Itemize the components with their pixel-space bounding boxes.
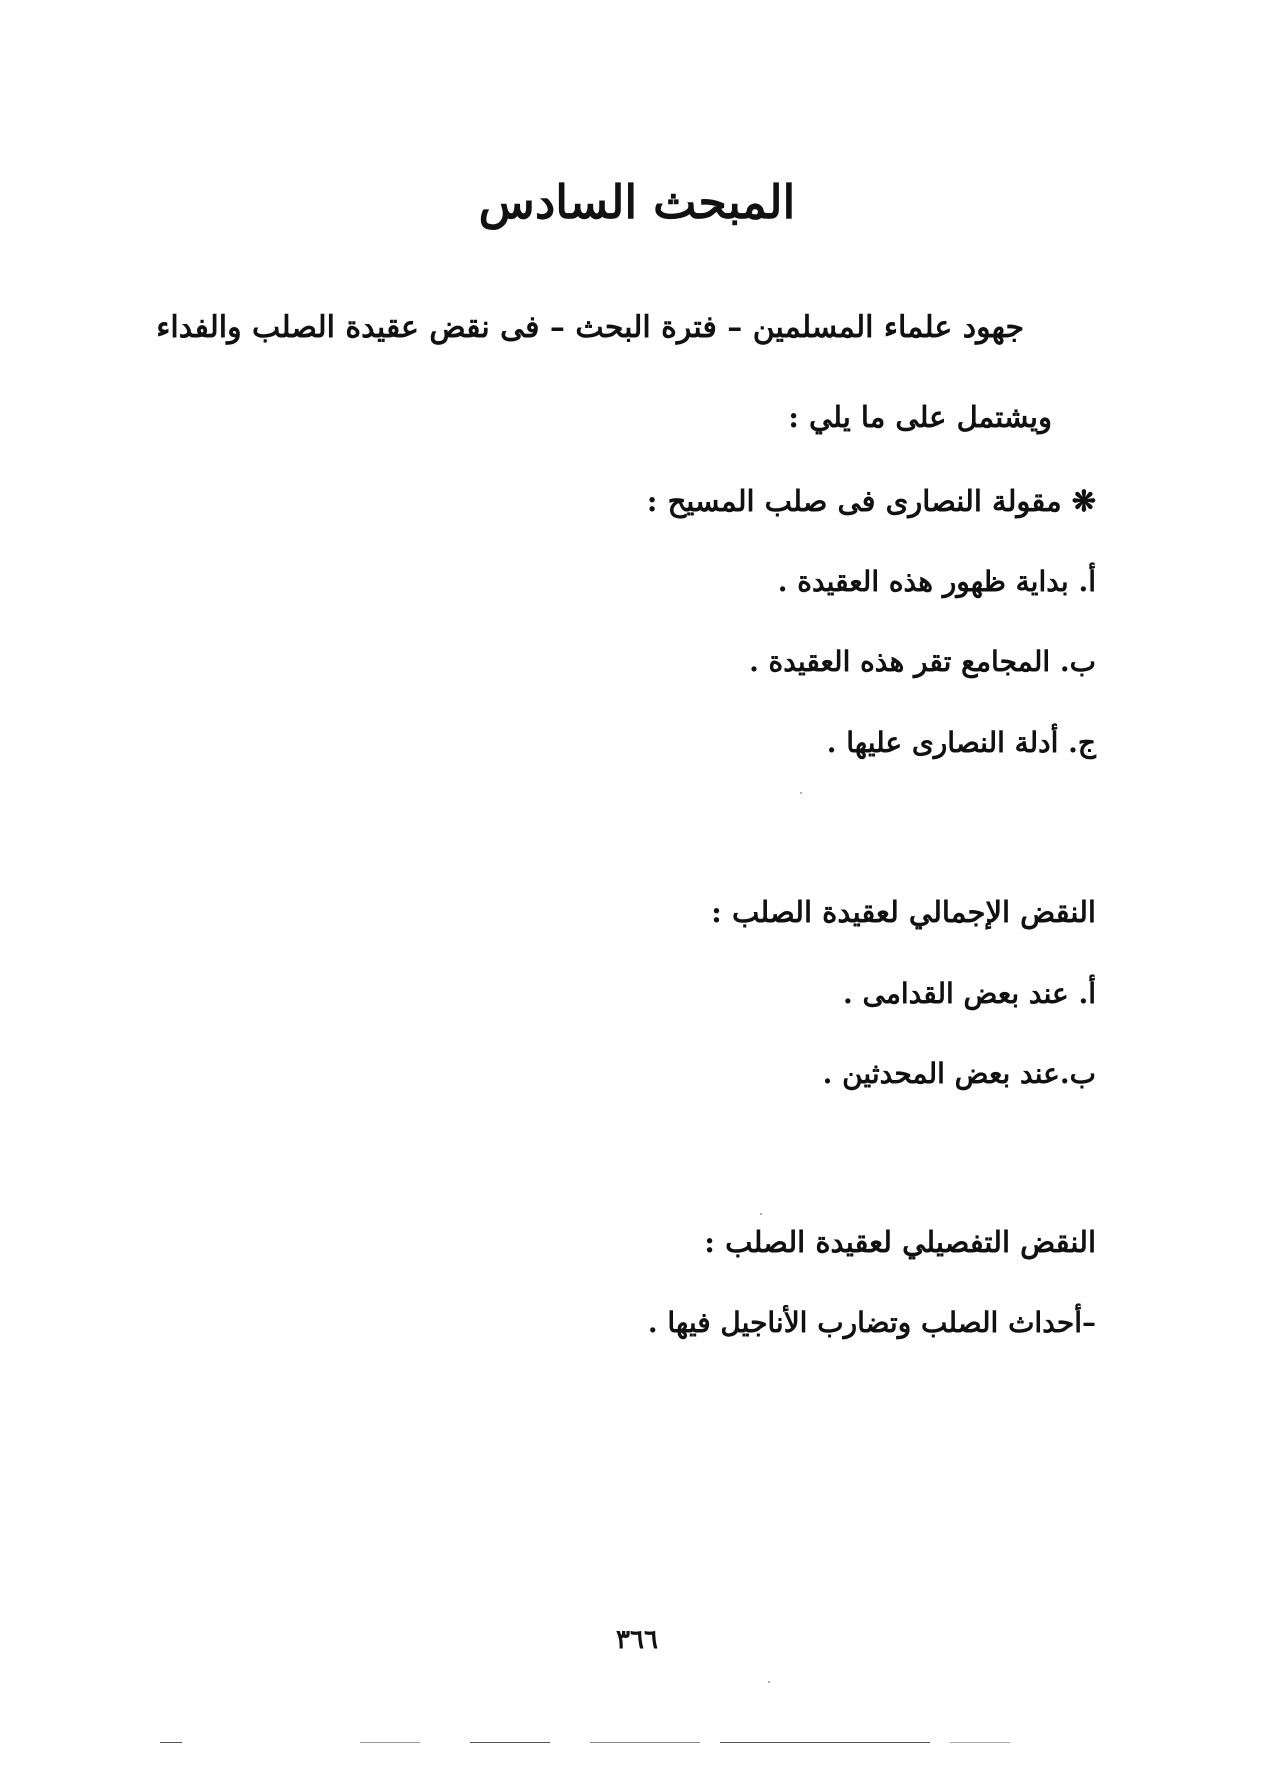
page-number: ٣٦٦ bbox=[616, 1625, 658, 1655]
section-2-item-a: أ. عند بعض القدامى . bbox=[842, 977, 1096, 1010]
scan-speck bbox=[800, 792, 802, 794]
scan-artifact-line bbox=[360, 1742, 420, 1743]
scan-artifact-line bbox=[590, 1742, 700, 1743]
section-1-item-b: ب. المجامع تقر هذه العقيدة . bbox=[749, 645, 1096, 678]
section-2-item-b: ب.عند بعض المحدثين . bbox=[822, 1057, 1096, 1090]
chapter-subtitle: جهود علماء المسلمين – فترة البحث – فى نقض عقيدة الصلب والفداء bbox=[156, 310, 1024, 345]
section-1-item-a: أ. بداية ظهور هذه العقيدة . bbox=[777, 565, 1096, 598]
intro-text: ويشتمل على ما يلي : bbox=[788, 400, 1052, 434]
section-1-item-c: ج. أدلة النصارى عليها . bbox=[826, 726, 1096, 759]
section-2-heading: النقض الإجمالي لعقيدة الصلب : bbox=[711, 895, 1096, 929]
scan-speck bbox=[768, 1681, 770, 1683]
scan-artifact-line bbox=[950, 1742, 1010, 1743]
section-3-item-a: –أحداث الصلب وتضارب الأناجيل فيها . bbox=[647, 1306, 1096, 1339]
scan-artifact-line bbox=[160, 1742, 182, 1743]
scan-artifact-line bbox=[720, 1742, 930, 1743]
section-1-heading: ❋ مقولة النصارى فى صلب المسيح : bbox=[646, 484, 1096, 518]
chapter-title: المبحث السادس bbox=[478, 175, 796, 229]
section-3-heading: النقض التفصيلي لعقيدة الصلب : bbox=[704, 1225, 1096, 1259]
scan-artifact-line bbox=[470, 1742, 550, 1743]
scan-speck bbox=[760, 1213, 762, 1215]
